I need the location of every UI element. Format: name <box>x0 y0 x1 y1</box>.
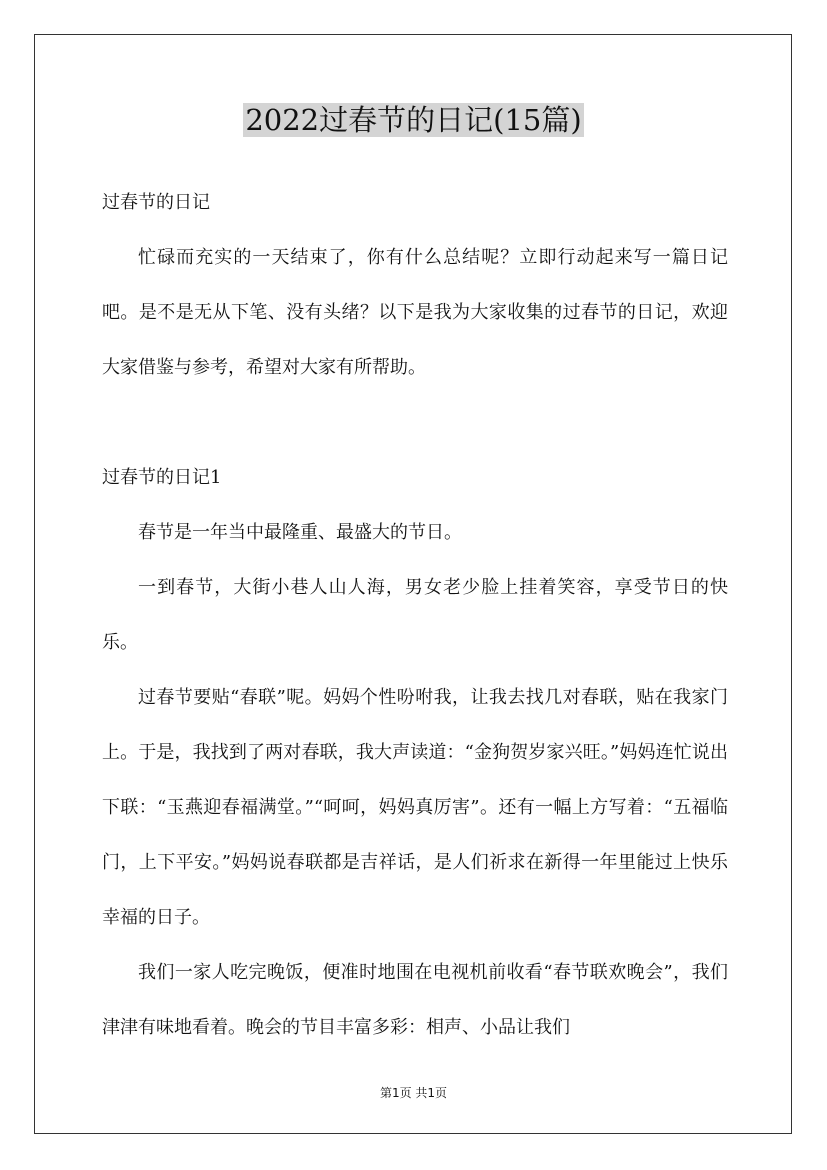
body-paragraph: 一到春节，大街小巷人山人海，男女老少脸上挂着笑容，享受节日的快乐。 <box>102 577 728 653</box>
entry-heading: 过春节的日记1 <box>102 467 222 488</box>
document-title-text: 2022过春节的日记(15篇) <box>245 103 582 137</box>
document-title <box>0 98 827 142</box>
document-body <box>102 175 728 1055</box>
spacer <box>102 395 728 450</box>
intro-paragraph: 忙碌而充实的一天结束了，你有什么总结呢？立即行动起来写一篇日记吧。是不是无从下笔、没有头绪？以下是我为大家收集的过春节的日记，欢迎大家借鉴与参考，希望对大家有所帮助。 <box>102 247 728 378</box>
body-paragraph: 过春节要贴“春联”呢。妈妈个性吩咐我，让我去找几对春联，贴在我家门上。于是，我找到了两对春联，我大声读道：“金狗贺岁家兴旺。”妈妈连忙说出下联：“玉燕迎春福满堂。”“呵呵，妈妈真厉害”。还有一幅上方写着：“五福临门，上下平安。”妈妈说春联都是吉祥话，是人们祈求在新得一年里能过上快乐幸福的日子。 <box>102 687 728 928</box>
section-heading: 过春节的日记 <box>102 192 210 213</box>
body-paragraph: 春节是一年当中最隆重、最盛大的节日。 <box>138 522 462 543</box>
body-paragraph: 我们一家人吃完晚饭，便准时地围在电视机前收看“春节联欢晚会”，我们津津有味地看着。晚会的节目丰富多彩：相声、小品让我们 <box>102 962 728 1038</box>
page-footer: 第1页 共1页 <box>379 1086 448 1100</box>
